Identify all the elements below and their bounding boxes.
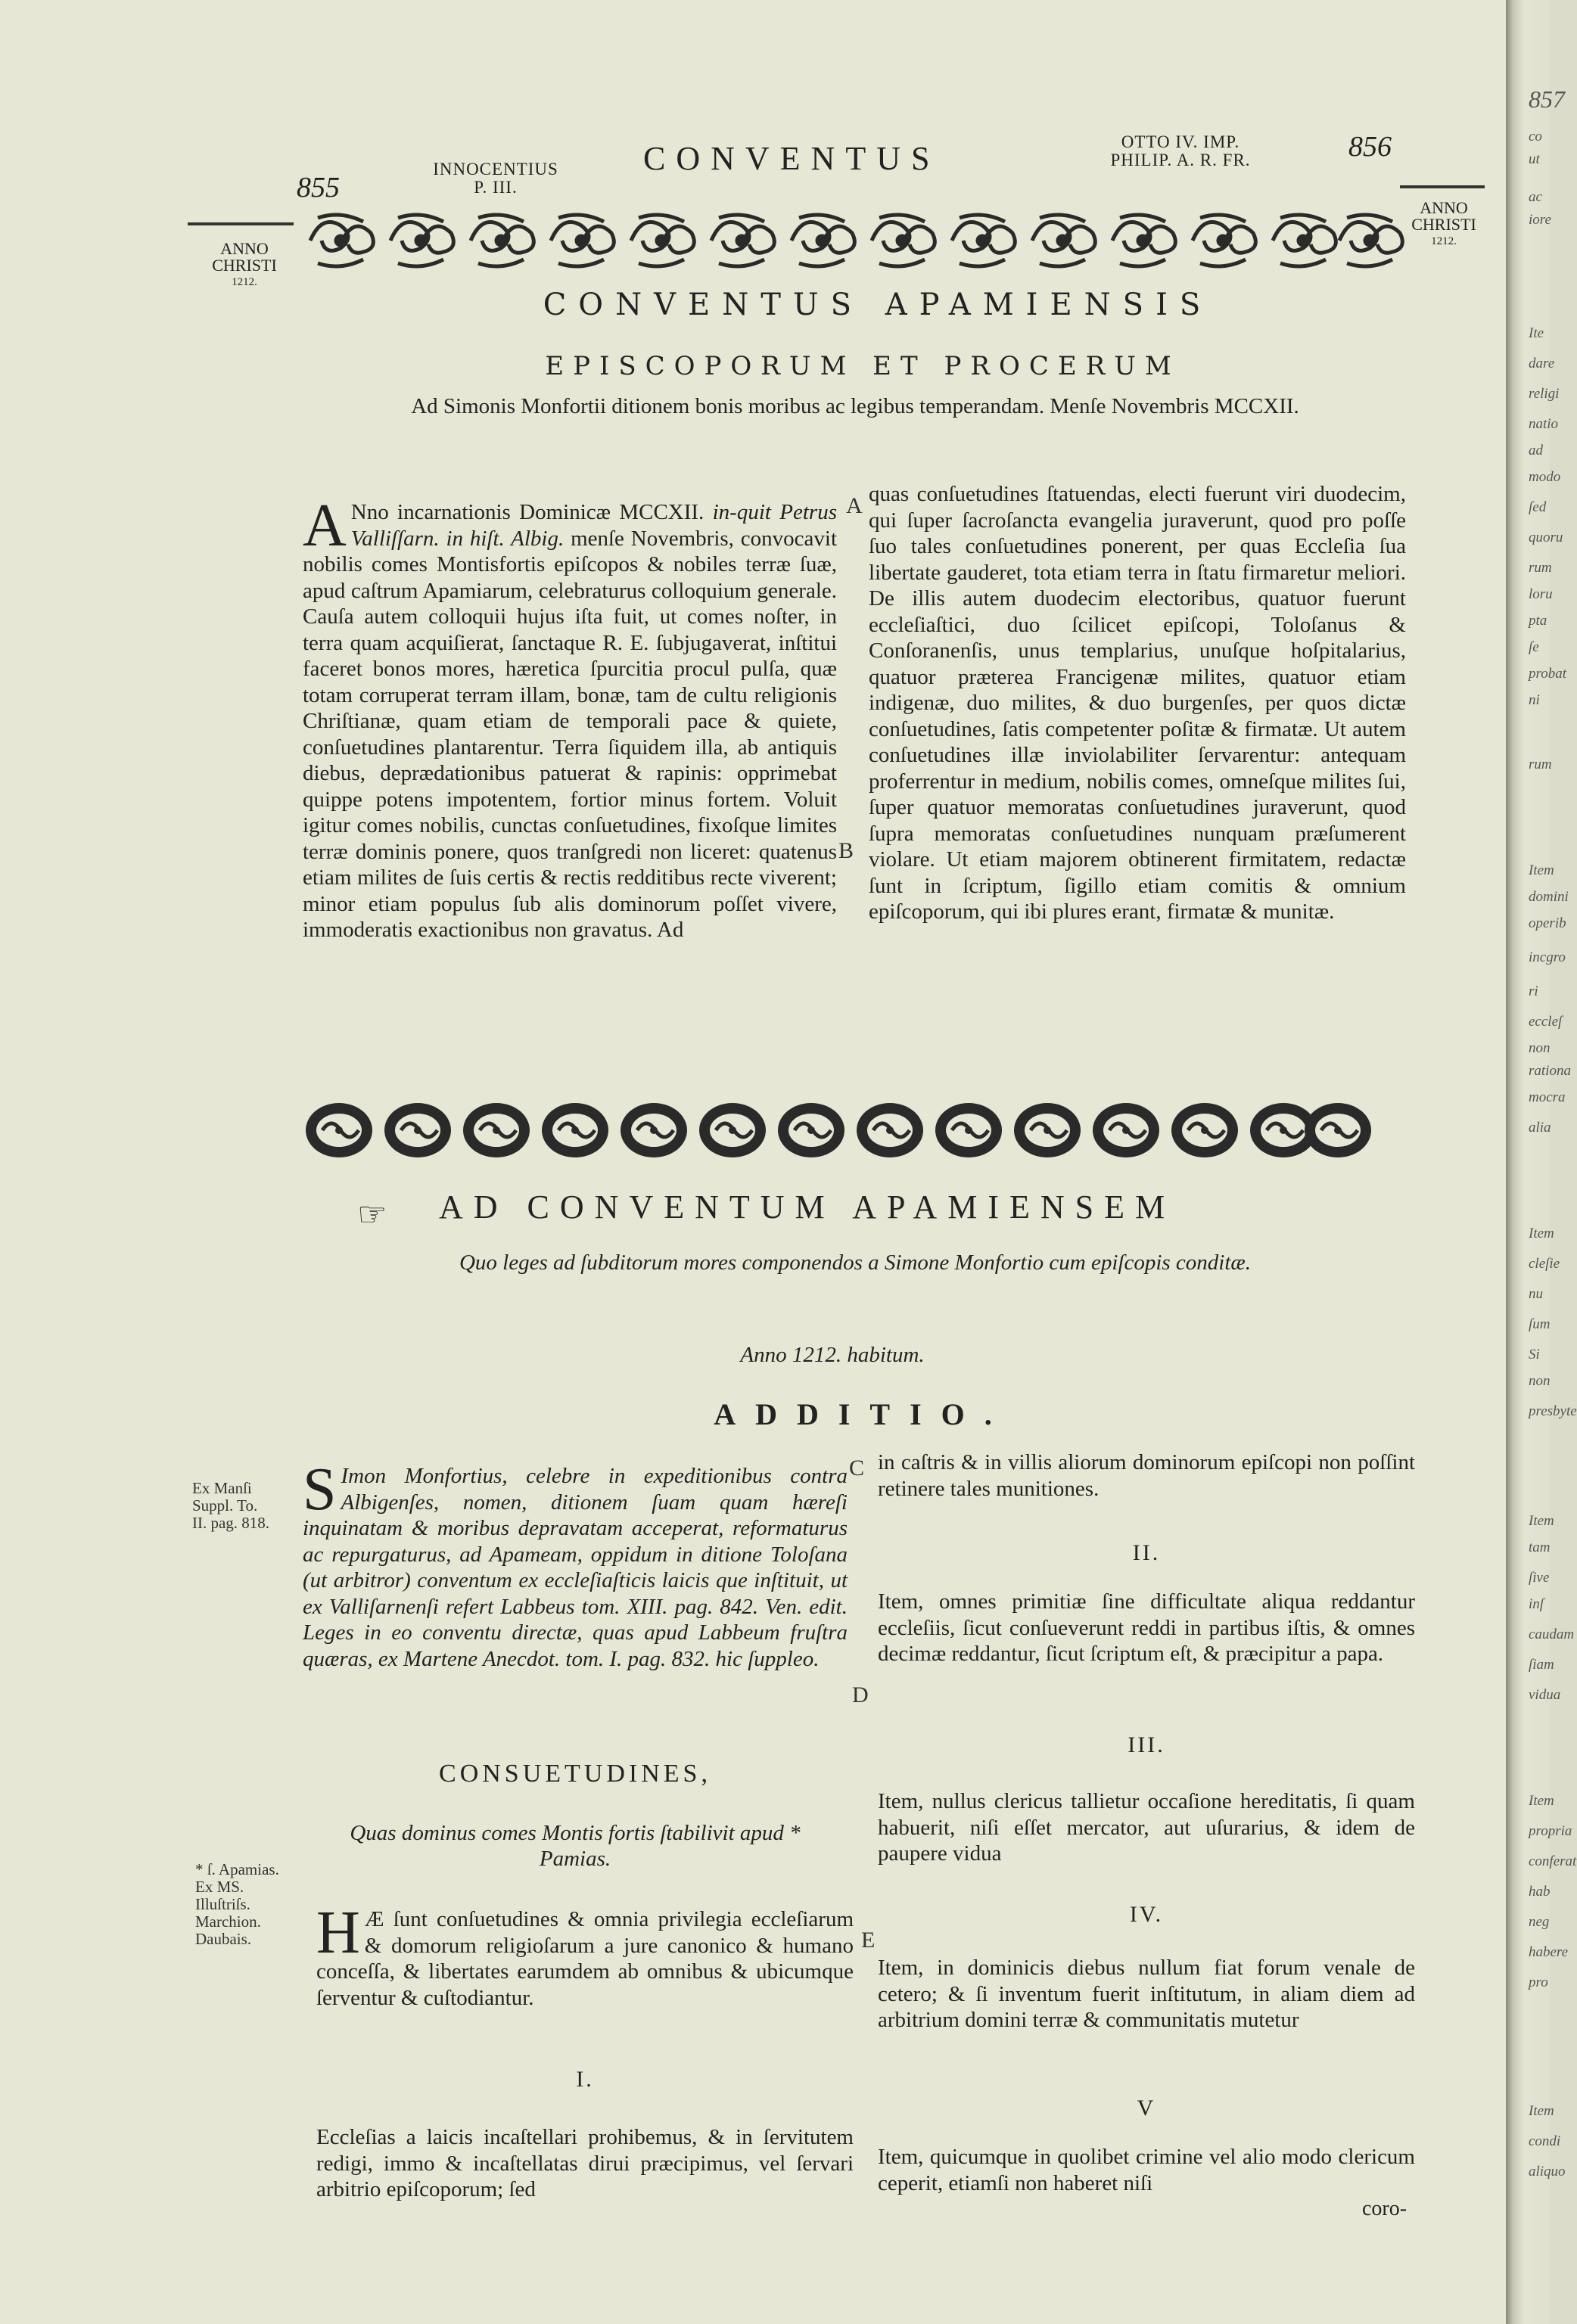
- anno-right-line-1: ANNO: [1420, 198, 1468, 217]
- gutter-text: natio: [1529, 416, 1559, 432]
- gutter-text: cleſie: [1529, 1256, 1560, 1272]
- gutter-text: mocra: [1529, 1089, 1566, 1105]
- catchword: coro-: [1362, 2197, 1407, 2220]
- gutter-text: hab: [1529, 1884, 1551, 1900]
- article-5-number: V: [1137, 2096, 1156, 2120]
- gutter-text: rum: [1529, 757, 1552, 772]
- left-body-text: menſe Novembris, convocavit nobilis comes Montisfortis epiſcopos & nobiles terræ ſuæ, apud caſtrum Apamiarum, celebraturus colloquium generale. Cauſa autem colloquii hujus iſta fuit, ut comes noſter, in terra quam acquiſierat, ſanctaque R. E. ſubjugaverat, inſtitui faceret bonos mores, hæretica ſpurcitia procul pulſa, quæ totam corruperat terram illam, bonæ, tam de cultu religionis Chriſtianæ, quam etiam de temporali pace & quiete, conſuetudines plantarentur. Terra ſiquidem illa, ab antiquis diebus, deprædationibus patuerat & rapinis: opprimebat quippe potens impotentem, fortior minus fortem. Voluit igitur comes nobilis, cunctas conſuetudines, fixoſque limites terræ dominis ponere, quos tranſgredi non liceret: quatenus etiam milites de ſuis certis & rectis redditibus recte viverent; minor etiam populus ſub alis dominorum poſſet vivere, immoderatis exactionibus non gravatus. Ad: [303, 526, 837, 942]
- gutter-text: alia: [1529, 1120, 1551, 1136]
- header-rule-left: [188, 222, 294, 225]
- additio-text: [303, 1456, 848, 1672]
- dropcap-a: A: [303, 492, 347, 559]
- gutter-text: vidua: [1529, 1687, 1561, 1703]
- anno-christi-right: [1401, 200, 1486, 250]
- gutter-text: probat: [1529, 666, 1566, 682]
- article-2-text: Item, omnes primitiæ ſine difficultate aliqua reddantur eccleſiis, ſicut conſueverunt reddi in partibus iſtis, & omnes decimæ reddantur, ſicut ſcriptum eſt, & præcipitur a papa.: [878, 1589, 1415, 1666]
- anno-left-line-2: CHRISTI: [212, 256, 277, 275]
- consuetudines-intro: [316, 1900, 854, 2011]
- gutter-text: iore: [1529, 212, 1551, 228]
- margin-note-2-line-3: Illuſtriſs.: [195, 1895, 250, 1913]
- margin-note-1-line-3: II. pag. 818.: [192, 1514, 270, 1532]
- gutter-text: Item: [1529, 1226, 1554, 1241]
- ornament-band-middle: [303, 1095, 1377, 1165]
- gutter-text: pro: [1529, 1974, 1548, 1990]
- gutter-text: non: [1529, 1040, 1551, 1056]
- margin-letter-d: D: [852, 1682, 869, 1707]
- gutter-text: modo: [1529, 469, 1561, 485]
- gutter-text: ac: [1529, 189, 1542, 205]
- margin-note-1-line-1: Ex Manſi: [192, 1479, 252, 1497]
- gutter-text: dare: [1529, 356, 1555, 371]
- anno-left-line-3: 1212.: [232, 276, 257, 288]
- gutter-text: ſe: [1529, 639, 1539, 655]
- gutter-text: 857: [1529, 85, 1565, 113]
- gutter-text: nu: [1529, 1286, 1543, 1302]
- gutter-text: tam: [1529, 1539, 1551, 1555]
- gutter-text: ni: [1529, 692, 1540, 708]
- gutter-text: quoru: [1529, 530, 1563, 545]
- pointing-hand-icon: ☞: [357, 1195, 387, 1234]
- anno-left-line-1: ANNO: [220, 239, 269, 258]
- gutter-text: ri: [1529, 983, 1538, 999]
- gutter-text: Ite: [1529, 325, 1544, 341]
- running-head-left-line-1: INNOCENTIUS: [433, 160, 558, 179]
- anno-christi-left: [195, 241, 294, 290]
- margin-note-2-line-2: Ex MS.: [195, 1878, 244, 1896]
- gutter-text: ſed: [1529, 499, 1547, 515]
- page-number-right: 856: [1348, 131, 1392, 163]
- margin-note-2-line-1: * ſ. Apamias.: [195, 1860, 279, 1878]
- article-5-text: Item, quicumque in quolibet crimine vel alio modo clericum ceperit, etiamſi non haberet niſi: [878, 2145, 1415, 2195]
- margin-note-manuscript: [195, 1861, 309, 1948]
- dropcap-h: H: [316, 1900, 360, 1966]
- gutter-text: non: [1529, 1373, 1551, 1389]
- header-rule-right: [1400, 185, 1485, 188]
- anno-right-line-2: CHRISTI: [1411, 215, 1476, 234]
- gutter-text: Item: [1529, 1793, 1554, 1809]
- gutter-text: condi: [1529, 2133, 1561, 2149]
- consuetudines-title: CONSUETUDINES,: [439, 1760, 711, 1788]
- gutter-text: aliquo: [1529, 2164, 1566, 2180]
- additio-heading: ADDITIO.: [714, 1397, 1012, 1431]
- gutter-text: co: [1529, 129, 1542, 144]
- page-number-left: 855: [297, 172, 340, 204]
- running-head-right-line-2: PHILIP. A. R. FR.: [1110, 151, 1251, 169]
- margin-note-2-line-4: Marchion.: [195, 1912, 261, 1931]
- additio-body: Imon Monfortius, celebre in expeditionibus contra Albigenſes, nomen, ditionem ſuam quam hæreſi inquinatam & moribus depravatam acceperat, reformaturus ac repurgaturus, ad Apameam, oppidum in ditione Toloſana (ut arbitror) conventum ex eccleſiaſticis laicis que inſtituit, ut ex Valliſarnenſi refert Labbeus tom. XIII. pag. 842. Ven. edit. Leges in eo conventu directæ, quas apud Labbeum fruſtra quæras, ex Martene Anecdot. tom. I. pag. 832. hic ſuppleo.: [303, 1464, 848, 1671]
- running-head-right-line-1: OTTO IV. IMP.: [1121, 132, 1240, 151]
- margin-note-2-line-5: Daubais.: [195, 1930, 252, 1948]
- gutter-text: caudam: [1529, 1626, 1575, 1642]
- lead-citation: in-quit Petrus Valliſſarn. in hiſt. Albig.: [350, 500, 837, 551]
- article-1-text: Eccleſias a laicis incaſtellari prohibemus, & in ſervitutem redigi, immo & incaſtellatas dirui præcipimus, vel ſervari arbitrio epiſcoporum; ſed: [316, 2125, 854, 2201]
- running-head-right: [1067, 133, 1294, 169]
- column-right-1: quas conſuetudines ſtatuendas, electi fuerunt viri duodecim, qui ſuper ſacroſancta evangelia juraverunt, quod pro poſſe ſuo tales conſuetudines ponerent, per quas Eccleſia ſua libertate gauderet, tota etiam terra in ſtatu firmaretur meliori. De illis autem duodecim electoribus, quatuor fuerunt eccleſiaſtici, duo ſcilicet epiſcopi, Toloſanus & Conſoranenſis, unus templarius, unuſque hoſpitalarius, quatuor præterea Francigenæ milites, quatuor etiam indigenæ, duo milites, & duo burgenſes, per quos dictæ conſuetudines, ſatis competenter poſitæ & firmatæ. Ut autem conſuetudines illæ inviolabiliter ſervarentur: antequam proferrentur in medium, nobilis comes, omneſque milites ſui, ſuper quatuor memoratas conſuetudines juraverunt, quod ſupra memoratas conſuetudines nunquam præſumerent violare. Ut etiam majorem obtinerent firmitatem, redactæ ſunt in ſcriptum, ſigillo etiam comitis & omnium epiſcoporum, qui ibi plures erant, firmatæ & munitæ.: [869, 482, 1406, 924]
- gutter-text: loru: [1529, 586, 1553, 602]
- gutter-text: ad: [1529, 443, 1543, 458]
- addendum-description: Quo leges ad ſubditorum mores componendos a Simone Monfortio cum epiſcopis conditæ.: [459, 1251, 1252, 1275]
- gutter-text: habere: [1529, 1944, 1569, 1960]
- gutter-text: pta: [1529, 613, 1547, 629]
- gutter-text: rum: [1529, 560, 1552, 576]
- gutter-text: domini: [1529, 889, 1569, 905]
- section-subtitle: EPISCOPORUM ET PROCERUM: [545, 351, 1180, 381]
- section-title: CONVENTUS APAMIENSIS: [543, 287, 1213, 322]
- dropcap-s: S: [303, 1456, 337, 1523]
- article-3-number: III.: [1128, 1732, 1165, 1757]
- gutter-text: propria: [1529, 1823, 1572, 1839]
- running-head-left: [409, 160, 583, 197]
- consuetudines-subtitle: Quas dominus comes Montis fortis ſtabilivit apud * Pamias.: [350, 1821, 801, 1871]
- adjacent-page-edge: [1506, 0, 1577, 2324]
- lead-text: Nno incarnationis Dominicæ MCCXII.: [350, 500, 713, 524]
- margin-letter-c: C: [849, 1456, 865, 1480]
- margin-letter-a: A: [846, 493, 863, 518]
- margin-note-1-line-2: Suppl. To.: [192, 1496, 258, 1515]
- gutter-text: presbyte: [1529, 1403, 1577, 1419]
- gutter-text: inſ: [1529, 1596, 1544, 1612]
- gutter-text: eccleſ: [1529, 1014, 1563, 1030]
- gutter-text: neg: [1529, 1914, 1550, 1930]
- intro-body: Æ ſunt conſuetudines & omnia privilegia eccleſiarum & domorum religioſarum a jure canonico & humano conceſſa, & libertates earumdem ab omnibus & ubicumque ſerventur & cuſtodiantur.: [316, 1907, 854, 2010]
- article-4-text: Item, in dominicis diebus nullum fiat forum venale de cetero; & ſi inventum fuerit inſtitutum, in aliam diem ad arbitrium domini terræ & communitatis mutetur: [878, 1956, 1415, 2032]
- column-left-1: [303, 492, 837, 943]
- margin-note-source: [192, 1480, 306, 1532]
- gutter-text: conferat: [1529, 1853, 1577, 1869]
- gutter-text: religi: [1529, 386, 1560, 402]
- gutter-text: Si: [1529, 1347, 1540, 1362]
- gutter-text: Item: [1529, 1513, 1554, 1529]
- gutter-text: ſiam: [1529, 1657, 1554, 1673]
- article-4-number: IV.: [1129, 1902, 1164, 1927]
- article-3-text: Item, nullus clericus tallietur occaſione hereditatis, ſi quam habuerit, niſi eſſet mercator, aut uſurarius, & idem de paupere vidua: [878, 1789, 1415, 1866]
- article-1-number: I.: [576, 2067, 594, 2092]
- article-2-number: II.: [1132, 1540, 1161, 1565]
- gutter-text: ſive: [1529, 1570, 1550, 1586]
- section-description: Ad Simonis Monfortii ditionem bonis moribus ac legibus temperandam. Menſe Novembris MCCXII.: [411, 394, 1299, 418]
- addendum-date: Anno 1212. habitum.: [740, 1343, 925, 1367]
- running-head-center: CONVENTUS: [643, 140, 941, 177]
- gutter-text: incgro: [1529, 949, 1566, 965]
- running-head-left-line-2: P. III.: [474, 178, 518, 197]
- ornament-band-top: [303, 195, 1400, 286]
- gutter-text: rationa: [1529, 1063, 1571, 1079]
- margin-letter-b: B: [838, 838, 854, 863]
- addendum-title: AD CONVENTUM APAMIENSEM: [439, 1188, 1176, 1226]
- right-continuation: in caſtris & in villis aliorum dominorum epiſcopi non poſſint retinere tales munitiones.: [878, 1450, 1415, 1501]
- gutter-text: Item: [1529, 862, 1554, 878]
- gutter-text: operib: [1529, 915, 1566, 931]
- gutter-text: ſum: [1529, 1316, 1551, 1332]
- anno-right-line-3: 1212.: [1431, 235, 1457, 247]
- gutter-text: Item: [1529, 2103, 1554, 2119]
- gutter-text: ut: [1529, 151, 1540, 167]
- margin-letter-e: E: [861, 1928, 876, 1953]
